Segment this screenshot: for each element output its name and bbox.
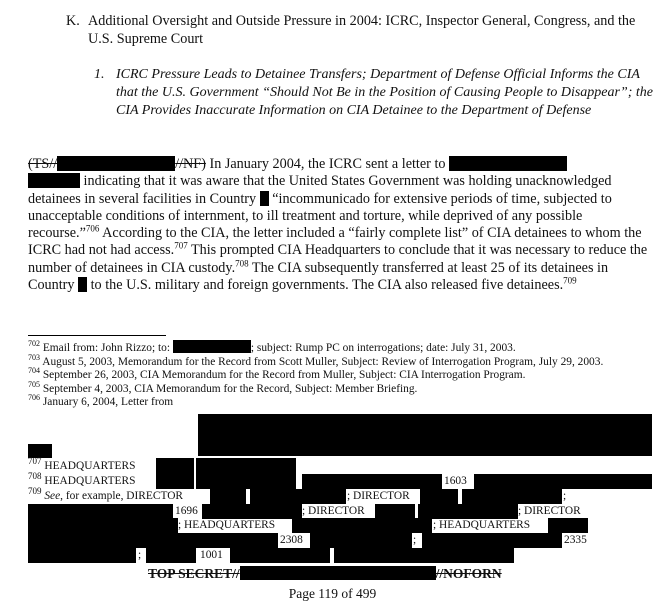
redaction-block [548,518,588,533]
footnote-text: HEADQUARTERS [41,475,136,487]
footnote-number: 704 [28,366,40,376]
paragraph-text: According to the CIA, the letter included a “fairly complete list” of CIA detainees to whom the ICRC had not had access. [28,225,642,259]
footnote-text: See [44,490,61,502]
redaction-block [78,277,87,292]
footnote-text: September 4, 2003, CIA Memorandum for the Record, Subject: Member Briefing. [40,382,418,395]
footnotes [28,340,653,410]
footnote-text: ; [413,534,417,546]
redaction-block [28,518,178,533]
redaction-block [146,548,196,563]
redaction-block [28,173,80,188]
redaction-block [156,474,194,489]
footnote-number-text: 1603 [444,475,467,487]
footnote-text: ; subject: Rump PC on interrogations; date: July 31, 2003. [250,342,516,354]
redaction-block [28,504,173,519]
paragraph-text: indicating that it was aware that the United States Government was holding unacknowledged detainees in several facilities in Country [28,173,612,207]
footnote-number: 707 [28,456,42,467]
redaction-block [173,340,251,353]
footnote-number: 706 [28,393,40,403]
footnote-text: 2335 [564,534,587,546]
footnote-706 [28,393,653,410]
redaction-block [28,533,278,548]
footnote-text: 1696 [175,505,198,517]
footnote-704 [28,366,653,383]
footnote-708 [28,471,136,488]
redaction-block [202,504,302,519]
footnote-text: August 5, 2003, Memorandum for the Record from Scott Muller, Subject: Review of Interrogation Program, July 29, 2003. [40,355,604,368]
redaction-block [418,504,518,519]
page-number: Page 119 of 499 [288,586,377,601]
footnote-number: 708 [28,471,42,482]
paragraph-text: to the U.S. military and foreign governments. The CIA also released five detainees. [87,277,564,294]
redaction-block [334,548,514,563]
footnote-text: ; DIRECTOR [347,490,410,502]
footnote-text: ; [138,549,142,561]
redaction-block [210,489,246,504]
redaction-block [310,533,412,548]
footnote-709 [28,486,184,503]
paragraph-text: In January 2004, the ICRC sent a letter to [205,156,450,172]
section-title: Additional Oversight and Outside Pressure in 2004: ICRC, Inspector General, Congress, and the U.S. Supreme Court [88,13,636,47]
redaction-block [302,474,442,489]
redaction-block [375,504,415,519]
footnote-ref: 709 [563,275,577,286]
footnote-number: 703 [28,352,40,362]
redaction-block [422,533,562,548]
footnote-702 [28,340,653,356]
section-label: K. [66,13,80,29]
footnote-text: HEADQUARTERS [41,460,136,472]
paragraph-text: This prompted CIA Headquarters to conclude that it was necessary to reduce the number of detainees in CIA custody. [28,242,648,276]
redaction-block [260,191,269,206]
redaction-block [449,156,567,171]
redaction-block [196,474,296,489]
footnote-number: 702 [28,339,40,349]
classification-right: //NOFORN [435,566,502,581]
footnote-text: ; HEADQUARTERS [433,519,531,531]
redaction-block [250,489,346,504]
footnote-number: 709 [28,486,42,497]
footnote-text: ; HEADQUARTERS [178,519,276,531]
footnote-text: ; DIRECTOR [302,505,365,517]
footnote-number: 705 [28,379,40,389]
footnote-text: January 6, 2004, Letter from [40,396,174,409]
body-paragraph [28,156,648,294]
subsection-title: ICRC Pressure Leads to Detainee Transfers; Department of Defense Official Informs the CIA that the U.S. Government “Should Not Be in the Position of Causing People to Disappear”; the CIA Provides Inaccurate Information on CIA Detainee to the Department of Defense [116,67,654,118]
footnote-divider [28,335,166,336]
paragraph-text: The CIA subsequently transferred at least 25 of its detainees in Country [28,259,609,294]
paragraph-text: “incommunicado for extensive periods of time, subjected to unacceptable conditions of internment, to ill treatment and torture, while deprived of any possible recourse.” [28,190,612,242]
footnote-text: ; DIRECTOR [518,505,581,517]
redaction-block [156,458,194,474]
redaction-block [292,518,432,533]
footnote-text: ; [563,490,567,502]
footnote-text: Email from: John Rizzo; to: [40,342,173,354]
classification-footer [148,566,502,582]
redaction-block [196,458,296,474]
redaction-block [240,566,436,580]
footnote-703 [28,352,653,370]
classification-marking-close: //NF) [175,156,206,172]
redaction-block [28,548,136,563]
footnote-text: 2308 [280,534,303,546]
classification-left: TOP SECRET// [148,566,240,581]
redaction-block [474,474,652,489]
subsection-label: 1. [94,67,105,82]
classification-marking-open: (TS// [28,156,58,172]
redaction-block [462,489,562,504]
redaction-block [420,489,458,504]
redaction-block [230,548,330,563]
footnote-ref: 708 [235,258,249,269]
subsection-heading [94,66,654,120]
footnote-text: 1001 [200,549,223,561]
footnote-text: September 26, 2003, CIA Memorandum for the Record from Muller, Subject: CIA Interrogation Program. [40,369,526,382]
redaction-block [198,414,652,456]
footnote-707 [28,456,136,473]
footnote-705 [28,379,653,397]
footnote-ref: 706 [85,223,100,234]
section-heading [66,13,656,48]
footnote-ref: 707 [174,240,188,251]
footnote-text: , for example, DIRECTOR [60,490,184,502]
redaction-block [57,156,175,171]
